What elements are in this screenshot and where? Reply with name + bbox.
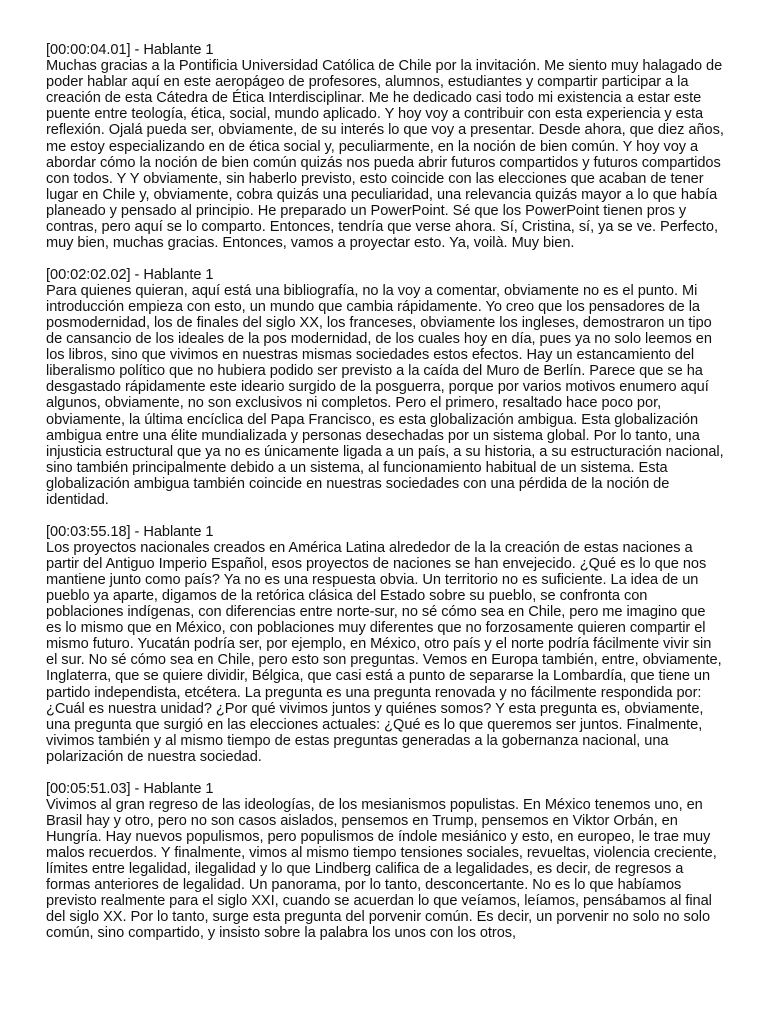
transcript-segment-3 (46, 524, 724, 765)
segment-timestamp-speaker: [00:03:55.18] - Hablante 1 (46, 523, 214, 540)
segment-text: Vivimos al gran regreso de las ideologías, de los mesianismos populistas. En México tenemos uno, en Brasil hay y otro, pero no son casos aislados, pensemos en Trump, pensemos en Viktor Orbán, en Hungría. Hay nuevos populismos, pero populismos de índole mesiánico y esto, en europeo, le trae muy malos recuerdos. Y finalmente, vimos al mismo tiempo tensiones sociales, revueltas, violencia creciente, límites entre legalidad, ilegalidad y lo que Lindberg califica de a legalidades, es decir, de regresos a formas anteriores de legalidad. Un panorama, por lo tanto, desconcertante. No es lo que habíamos previsto realmente para el siglo XXI, cuando se acuerdan lo que veíamos, leíamos, pensábamos al final del siglo XX. Por lo tanto, surge esta pregunta del porvenir común. Es decir, un porvenir no solo no solo común, sino compartido, y insisto sobre la palabra los unos con los otros, (46, 796, 717, 942)
segment-text: Muchas gracias a la Pontificia Universidad Católica de Chile por la invitación. Me siento muy halagado de poder hablar aquí en este aeropágeo de profesores, alumnos, estudiantes y compartir participar a la creación de esta Cátedra de Ética Interdisciplinar. Me he dedicado casi todo mi existencia a estar este puente entre teología, ética, social, mundo aplicado. Y hoy voy a contribuir con esta experiencia y esta reflexión. Ojalá pueda ser, obviamente, de su interés lo que voy a presentar. Desde ahora, que diez años, me estoy especializando en de ética social y, peculiarmente, en la noción de bien común. Y hoy voy a abordar cómo la noción de bien común quizás nos pueda abrir futuros compartidos y futuros compartidos con todos. Y Y obviamente, sin haberlo previsto, esto coincide con las elecciones que acaban de tener lugar en Chile y, obviamente, cobra quizás una peculiaridad, una relevancia quizás mayor a lo que había planeado y pensado al principio. He preparado un PowerPoint. Sé que los PowerPoint tienen pros y contras, pero aquí se lo comparto. Entonces, tendría que verse ahora. Sí, Cristina, sí, ya se ve. Perfecto, muy bien, muchas gracias. Entonces, vamos a proyectar esto. Ya, voilà. Muy bien. (46, 58, 724, 252)
segment-text: Los proyectos nacionales creados en América Latina alrededor de la la creación de estas naciones a partir del Antiguo Imperio Español, esos proyectos de naciones se han envejecido. ¿Qué es lo que nos mantiene junto como país? Ya no es una respuesta obvia. Un territorio no es suficiente. La idea de un pueblo ya aparte, digamos de la retórica clásica del Estado sobre su pueblo, se confronta con poblaciones indígenas, con diferencias entre norte-sur, no sé cómo sea en Chile, pero me imagino que es lo mismo que en México, con poblaciones muy diferentes que no forzosamente quieren compartir el mismo futuro. Yucatán podría ser, por ejemplo, en México, otro país y el norte podría fácilmente vivir sin el sur. No sé cómo sea en Chile, pero esto son preguntas. Vemos en Europa también, entre, obviamente, Inglaterra, que se quiere dividir, Bélgica, que casi está a punto de separarse la Lombardía, que tiene un partido independista, etcétera. La pregunta es una pregunta renovada y no fácilmente respondida por: ¿Cuál es nuestra unidad? ¿Por qué vivimos juntos y quiénes somos? Y esta pregunta es, obviamente, una pregunta que surgió en las elecciones actuales: ¿Qué es lo que queremos ser juntos. Finalmente, vivimos también y al mismo tiempo de estas preguntas generadas a la gobernanza nacional, una polarización de nuestra sociedad. (46, 539, 722, 765)
segment-text: Para quienes quieran, aquí está una bibliografía, no la voy a comentar, obviamente no es el punto. Mi introducción empieza con esto, un mundo que cambia rápidamente. Yo creo que los pensadores de la posmodernidad, los de finales del siglo XX, los franceses, obviamente los ingleses, demostraron un tipo de cansancio de los ideales de la pos modernidad, de los cuales hoy en día, pues ya no solo leemos en los libros, sino que vivimos en nuestras mismas sociedades estos efectos. Hay un estancamiento del liberalismo político que no hubiera podido ser previsto a la caída del Muro de Berlín. Parece que se ha desgastado rápidamente este ideario surgido de la posguerra, porque por varios motivos enumero aquí algunos, obviamente, no son exclusivos ni completos. Pero el primero, resaltado hace poco por, obviamente, la última encíclica del Papa Francisco, es esta globalización ambigua. Esta globalización ambigua entre una élite mundializada y personas desechadas por un sistema global. Por lo tanto, una injusticia estructural que ya no es únicamente ligada a un país, a su historia, a su estructuración nacional, sino también principalmente debido a un sistema, al funcionamiento habitual de un sistema. Esta globalización ambigua también coincide en nuestras sociedades con una pérdida de la noción de identidad. (46, 282, 724, 509)
segment-timestamp-speaker: [00:00:04.01] - Hablante 1 (46, 42, 214, 58)
transcript-segment-1 (46, 42, 724, 251)
transcript-segment-2 (46, 267, 724, 508)
transcript-segment-4 (46, 781, 724, 942)
segment-timestamp-speaker: [00:02:02.02] - Hablante 1 (46, 266, 214, 283)
segment-timestamp-speaker: [00:05:51.03] - Hablante 1 (46, 780, 214, 797)
